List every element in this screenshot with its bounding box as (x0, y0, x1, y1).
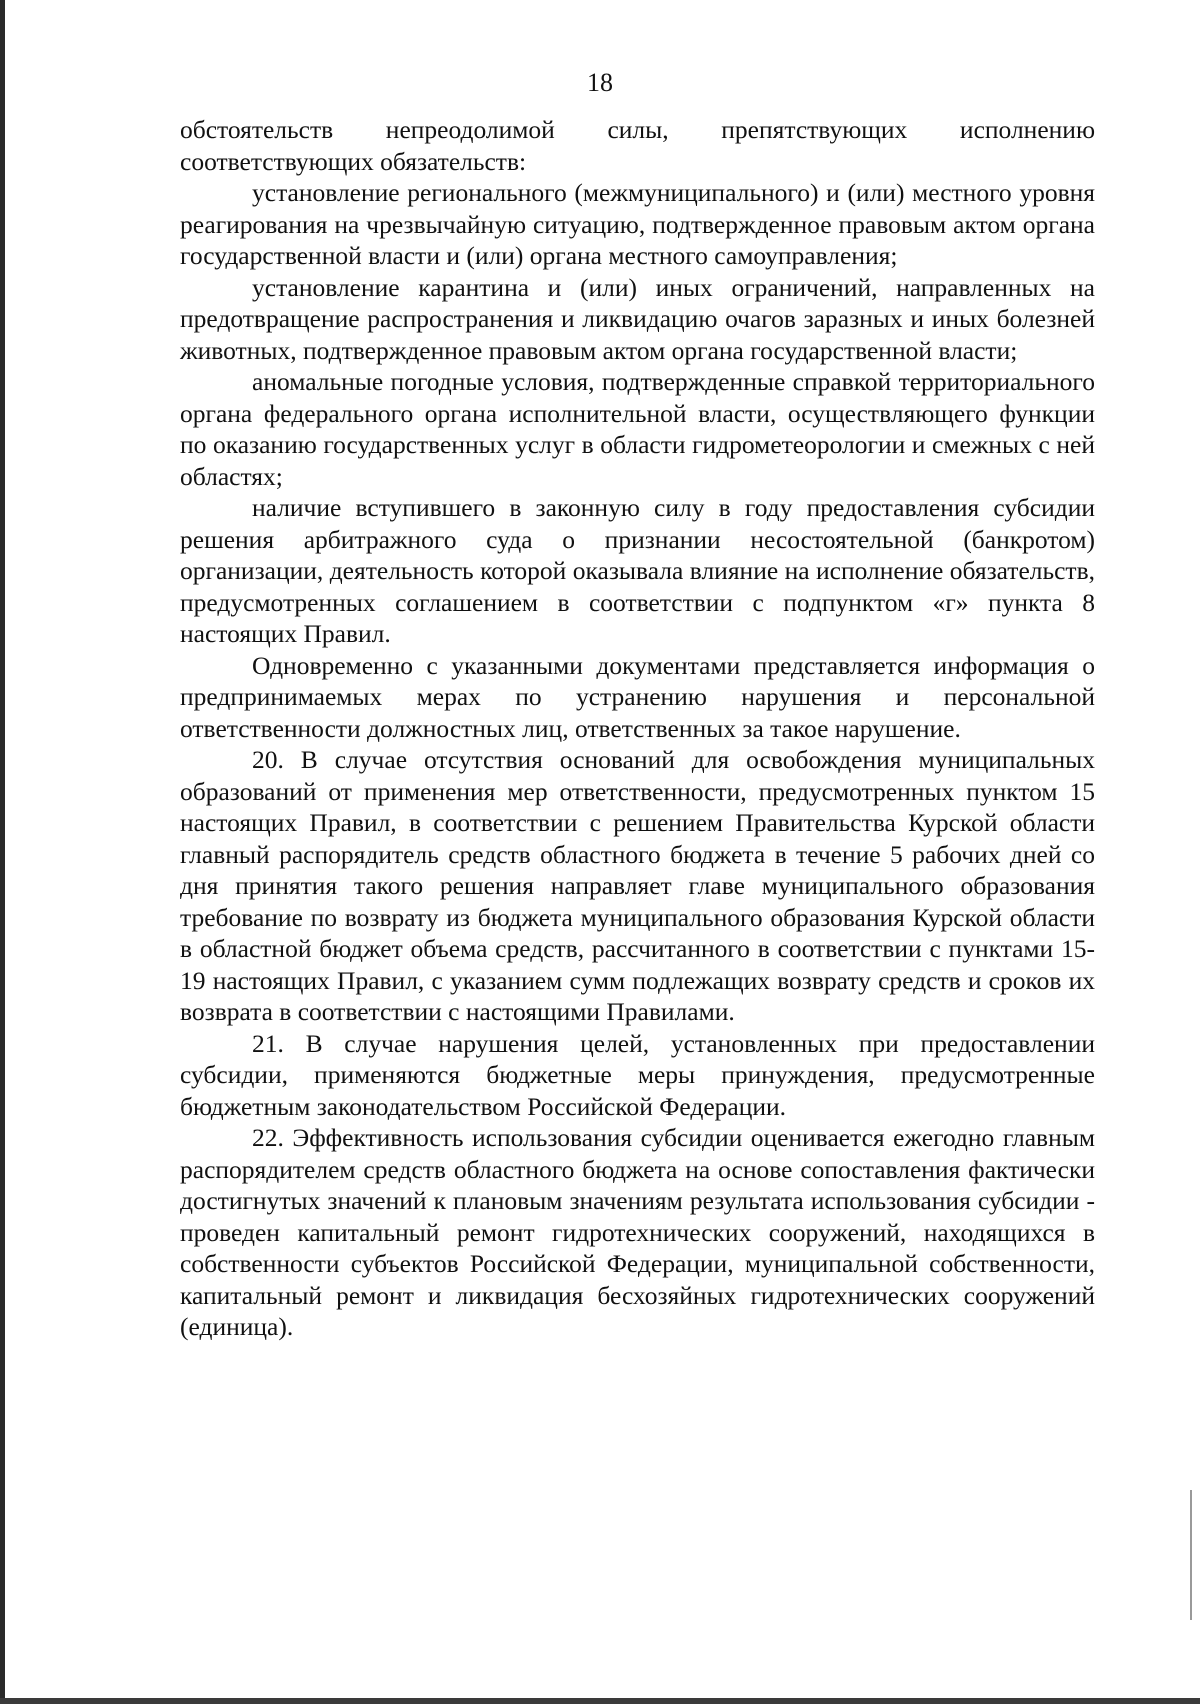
paragraph-quarantine: установление карантина и (или) иных ограничений, направленных на предотвращение распространения и ликвидацию очагов заразных и иных болезней животных, подтвержденное правовым актом органа государственной власти; (180, 272, 1095, 365)
scan-edge-bottom (0, 1698, 1200, 1704)
document-body (180, 114, 1095, 1343)
paragraph-clause-21: 21. В случае нарушения целей, установленных при предоставлении субсидии, применяются бюджетные меры принуждения, предусмотренные бюджетным законодательством Российской Федерации. (180, 1028, 1095, 1121)
paragraph-clause-20: 20. В случае отсутствия оснований для освобождения муниципальных образований от применения мер ответственности, предусмотренных пунктом 15 настоящих Правил, в соответствии с решением Правительства Курской области главный распорядитель средств областного бюджета в течение 5 рабочих дней со дня принятия такого решения направляет главе муниципального образования требование по возврату из бюджета муниципального образования Курской области в областной бюджет объема средств, рассчитанного в соответствии с пунктами 15-19 настоящих Правил, с указанием сумм подлежащих возврату средств и сроков их возврата в соответствии с настоящими Правилами. (180, 745, 1095, 1026)
paragraph-emergency-level: установление регионального (межмуниципального) и (или) местного уровня реагирования на чрезвычайную ситуацию, подтвержденное правовым актом органа государственной власти и (или) органа местного самоуправления; (180, 178, 1095, 270)
paragraph-simultaneous-info: Одновременно с указанными документами представляется информация о предпринимаемых мерах по устранению нарушения и персональной ответственности должностных лиц, ответственных за такое нарушение. (180, 650, 1095, 743)
paragraph-continuation: обстоятельств непреодолимой силы, препятствующих исполнению соответствующих обязательств: (180, 115, 1095, 176)
scan-edge-left (0, 0, 5, 1704)
paragraph-weather: аномальные погодные условия, подтвержденные справкой территориального органа федерального органа исполнительной власти, осуществляющего функции по оказанию государственных услуг в области гидрометеорологии и смежных с ней областях; (180, 367, 1095, 491)
paragraph-clause-22: 22. Эффективность использования субсидии оценивается ежегодно главным распорядителем средств областного бюджета на основе сопоставления фактически достигнутых значений к плановым значениям результата использования субсидии - проведен капитальный ремонт гидротехнических сооружений, находящихся в собственности субъектов Российской Федерации, муниципальной собственности, капитальный ремонт и ликвидация бесхозяйных гидротехнических сооружений (единица). (180, 1123, 1095, 1341)
scan-mark-right (1190, 1490, 1192, 1620)
page-number: 18 (587, 68, 613, 97)
paragraph-bankruptcy: наличие вступившего в законную силу в году предоставления субсидии решения арбитражного суда о признании несостоятельной (банкротом) организации, деятельность которой оказывала влияние на исполнение обязательств, предусмотренных соглашением в соответствии с подпунктом «г» пункта 8 настоящих Правил. (180, 493, 1095, 648)
